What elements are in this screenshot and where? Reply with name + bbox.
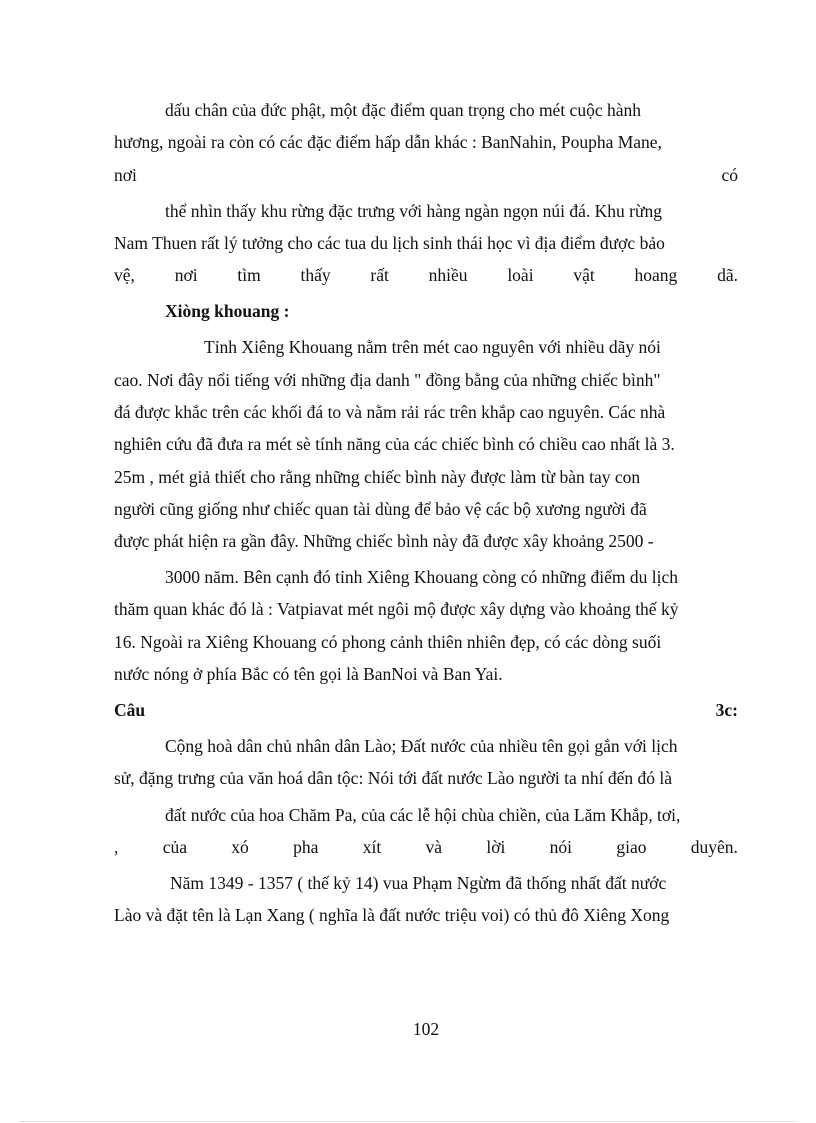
section-heading (114, 699, 738, 721)
text-line (114, 164, 738, 186)
text-line: đá được khắc trên các khối đá to và nằm rải rác trên khắp cao nguyên. Các nhà (114, 402, 666, 422)
text-line: được phát hiện ra gần đây. Những chiếc bình này đã được xây khoảng 2500 - (114, 531, 654, 551)
text-line: Tỉnh Xiêng Khouang nằm trên mét cao nguyên với nhiều dãy nói (204, 337, 661, 357)
word: vật (573, 265, 595, 285)
word: tìm (237, 265, 261, 285)
text-line (114, 836, 738, 858)
text-line: Năm 1349 - 1357 ( thế kỷ 14) vua Phạm Ngừm đã thống nhất đất nước (170, 873, 667, 893)
section-heading: Xiòng khouang : (165, 301, 290, 321)
text-line: hương, ngoài ra còn có các đặc điểm hấp dẫn khác : BanNahin, Poupha Mane, (114, 132, 662, 152)
word: và (425, 837, 443, 857)
text-line: Cộng hoà dân chủ nhân dân Lào; Đất nước của nhiều tên gọi gắn với lịch (165, 736, 678, 756)
word: xít (362, 837, 382, 857)
word: nơi (114, 165, 137, 185)
text-line: 3000 năm. Bên cạnh đó tỉnh Xiêng Khouang còng có những điểm du lịch (165, 567, 679, 587)
page-bottom-rule (20, 1121, 796, 1122)
text-line: 25m , mét giả thiết cho rằng những chiếc bình này được làm từ bàn tay con (114, 467, 641, 487)
word: , (114, 837, 119, 857)
text-line: cao. Nơi đây nổi tiếng với những địa danh " đồng bằng của những chiếc bình" (114, 370, 661, 390)
word: lời (486, 837, 506, 857)
text-line: dấu chân của đức phật, một đặc điểm quan trọng cho mét cuộc hành (165, 100, 641, 120)
text-line: Nam Thuen rất lý tưởng cho các tua du lịch sinh thái học vì địa điểm được bảo (114, 233, 665, 253)
word: 3c: (715, 700, 738, 720)
text-line: đất nước của hoa Chăm Pa, của các lễ hội chùa chiền, của Lăm Khắp, tơi, (165, 805, 681, 825)
word: vệ, (114, 265, 135, 285)
word: xó (231, 837, 249, 857)
text-line: 16. Ngoài ra Xiêng Khouang có phong cảnh thiên nhiên đẹp, có các dòng suối (114, 632, 662, 652)
page-number: 102 (412, 1019, 440, 1039)
word: của (162, 837, 187, 857)
text-line: Lào và đặt tên là Lạn Xang ( nghĩa là đất nước triệu voi) có thủ đô Xiêng Xong (114, 905, 670, 925)
word: có (721, 165, 738, 185)
word: rất (370, 265, 389, 285)
word: Câu (114, 700, 146, 720)
word: nói (549, 837, 573, 857)
text-line: sử, đặng trưng của văn hoá dân tộc: Nói tới đất nước Lào người ta nhí đến đó là (114, 768, 673, 788)
text-line (114, 264, 738, 286)
text-line: thể nhìn thấy khu rừng đặc trưng với hàng ngàn ngọn núi đá. Khu rừng (165, 201, 662, 221)
text-line: người cũng giống như chiếc quan tài dùng để bảo vệ các bộ xương người đã (114, 499, 647, 519)
word: giao (616, 837, 647, 857)
word: pha (293, 837, 319, 857)
word: hoang (634, 265, 678, 285)
word: nơi (174, 265, 198, 285)
word: thấy (300, 265, 331, 285)
word: nhiều (428, 265, 468, 285)
text-line: nghiên cứu đã đưa ra mét sè tính năng của các chiếc bình có chiều cao nhất là 3. (114, 434, 675, 454)
text-line: nước nóng ở phía Bắc có tên gọi là BanNoi và Ban Yai. (114, 664, 503, 684)
word: dã. (717, 265, 738, 285)
text-line: thăm quan khác đó là : Vatpiavat mét ngôi mộ được xây dựng vào khoảng thế kỷ (114, 599, 679, 619)
word: duyên. (690, 837, 738, 857)
word: loài (507, 265, 534, 285)
